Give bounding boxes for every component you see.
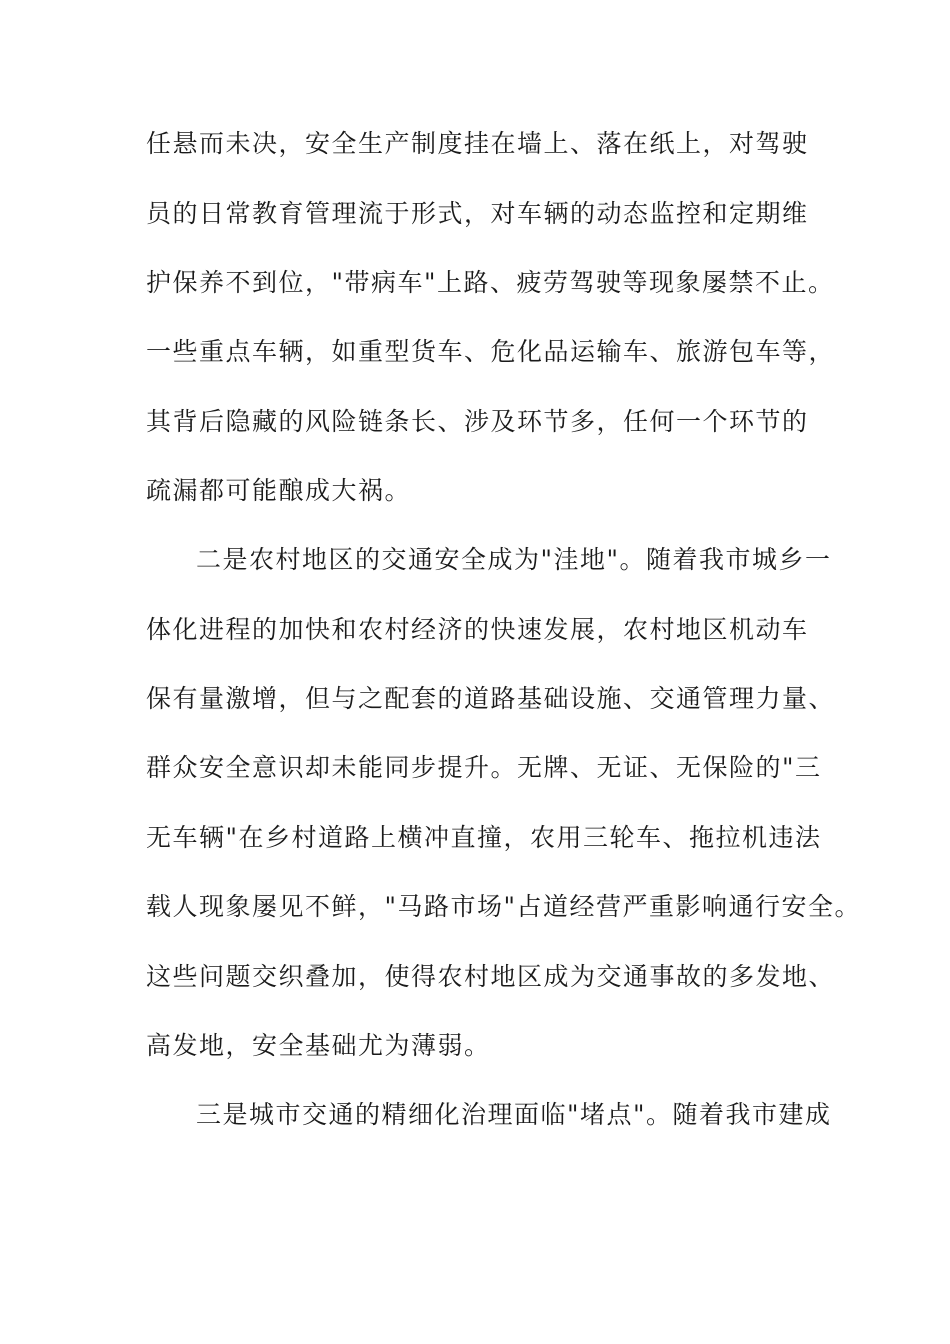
text-line: 无车辆"在乡村道路上横冲直撞，农用三轮车、拖拉机违法 [146,823,822,852]
text-line: 任悬而未决，安全生产制度挂在墙上、落在纸上，对驾驶 [146,129,809,158]
text-line: 体化进程的加快和农村经济的快速发展，农村地区机动车 [146,615,809,644]
text-line: 这些问题交织叠加，使得农村地区成为交通事故的多发地、 [146,962,836,991]
text-line: 载人现象屡见不鲜，"马路市场"占道经营严重影响通行安全。 [146,892,862,921]
text-line: 高发地，安全基础尤为薄弱。 [146,1031,491,1060]
text-line: 保有量激增，但与之配套的道路基础设施、交通管理力量、 [146,684,836,713]
paragraph-start-line: 三是城市交通的精细化治理面临"堵点"。随着我市建成 [196,1100,832,1129]
text-line: 护保养不到位，"带病车"上路、疲劳驾驶等现象屡禁不止。 [146,268,835,297]
text-line: 一些重点车辆，如重型货车、危化品运输车、旅游包车等， [146,337,836,366]
text-line: 疏漏都可能酿成大祸。 [146,476,412,505]
text-line: 其背后隐藏的风险链条长、涉及环节多，任何一个环节的 [146,407,809,436]
paragraph-start-line: 二是农村地区的交通安全成为"洼地"。随着我市城乡一 [196,545,832,574]
text-line: 群众安全意识却未能同步提升。无牌、无证、无保险的"三 [146,753,822,782]
text-line: 员的日常教育管理流于形式，对车辆的动态监控和定期维 [146,199,809,228]
